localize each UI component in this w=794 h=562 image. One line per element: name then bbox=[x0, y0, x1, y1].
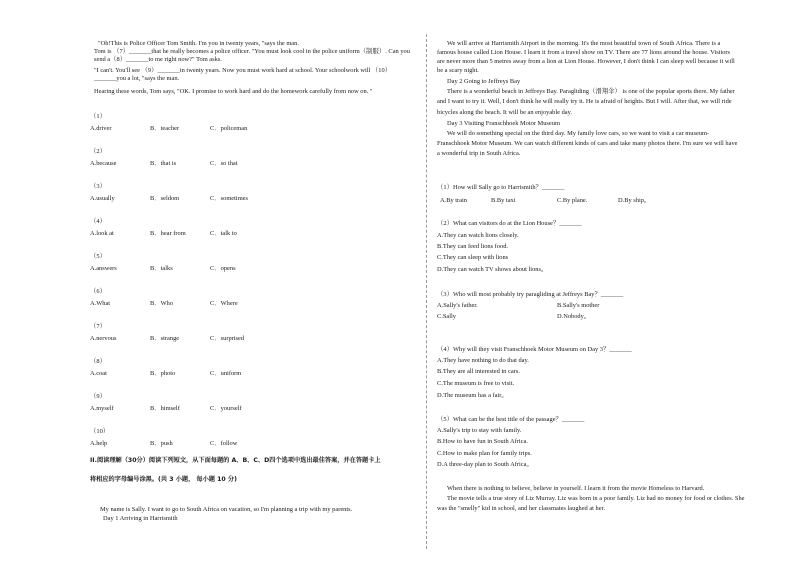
question-number: （5） bbox=[90, 253, 106, 260]
question-number: （3） bbox=[90, 183, 106, 190]
option-c[interactable]: C.How to make plan for family trips. bbox=[437, 450, 532, 457]
option-b[interactable]: B.By taxi bbox=[491, 197, 516, 204]
passage-line: a wonderful trip in South Africa. bbox=[437, 150, 521, 157]
option-a[interactable]: A.Sally's trip to stay with family. bbox=[437, 427, 522, 434]
option-a[interactable]: A.driver bbox=[90, 125, 112, 132]
question-stem: （5）What can be the best title of the passage？_______ bbox=[437, 416, 585, 423]
option-b[interactable]: B．teacher bbox=[150, 125, 180, 132]
day-heading: Day 1 Arriving in Harrismith bbox=[103, 515, 178, 522]
option-c[interactable]: C．follow bbox=[210, 440, 238, 447]
passage-line: famous house called Lion House. I learn it from a travel show on TV. There are 77 lions around the house. Visitors bbox=[437, 49, 731, 56]
option-a[interactable]: A.What bbox=[90, 300, 111, 307]
question-stem: （4）Why will they visit Franschhoek Motor Museum on Day 3？_______ bbox=[437, 346, 632, 353]
option-b[interactable]: B.They are all interested in cars. bbox=[437, 368, 520, 375]
option-b[interactable]: B．that is bbox=[150, 160, 177, 167]
passage-line: When there is nothing to believe, believe in yourself. I learn it from the movie Homeless to Harvard. bbox=[447, 485, 705, 492]
question-number: （2） bbox=[90, 148, 106, 155]
option-d[interactable]: D.By ship。 bbox=[618, 197, 651, 204]
option-c[interactable]: C.They can sleep with lions bbox=[437, 254, 509, 261]
section-heading: II.阅读理解（30分）阅读下列短文，从下面每题的 A、B、C、D四个选项中选出最佳答案，并在答题卡上 bbox=[90, 457, 381, 464]
section-heading: 将相应的字母编号涂黑。(共 3 小题， 每小题 10 分) bbox=[90, 476, 237, 483]
option-a[interactable]: A.myself bbox=[90, 405, 114, 412]
passage-line: are never more than 5 metres away from a lion at Lion House. However, I don't think I can sleep well because it will bbox=[437, 58, 735, 65]
passage-line: Hearing these words, Tom says, "OK. I promise to work hard and do the homework carefully from now on. " bbox=[94, 88, 373, 95]
option-c[interactable]: C．opens bbox=[210, 265, 236, 272]
option-d[interactable]: D.They can watch TV shows about lions。 bbox=[437, 266, 548, 273]
passage-line: Franschhoek Motor Museum. We can watch different kinds of cars and take many photos there. I'm sure we will have bbox=[437, 140, 738, 147]
option-a[interactable]: A.Sally's father. bbox=[437, 302, 478, 309]
question-number: （10） bbox=[90, 428, 110, 435]
option-c[interactable]: C．Where bbox=[210, 300, 238, 307]
option-b[interactable]: B．himself bbox=[150, 405, 180, 412]
option-a[interactable]: A.coat bbox=[90, 370, 107, 377]
option-a[interactable]: A.They have nothing to do that day. bbox=[437, 357, 529, 364]
option-b[interactable]: B.Sally's mother bbox=[557, 302, 600, 309]
option-c[interactable]: C．uniform bbox=[210, 370, 242, 377]
day-heading: Day 2 Going to Jeffreys Bay bbox=[447, 78, 521, 85]
option-a[interactable]: A.By train bbox=[440, 197, 467, 204]
option-a[interactable]: A.answers bbox=[90, 265, 117, 272]
question-number: （7） bbox=[90, 323, 106, 330]
question-number: （9） bbox=[90, 393, 106, 400]
option-c[interactable]: C．talk to bbox=[210, 230, 237, 237]
passage-line: There is a wonderful beach in Jeffreys Bay. Paragliding（滑翔伞） is one of the popular sports there. My father bbox=[447, 88, 735, 95]
passage-line: be a scary night. bbox=[437, 67, 479, 74]
passage-line: We will arrive at Harrismith Airport in the morning. It's the most beautiful town of South Africa. There is a bbox=[447, 40, 721, 47]
question-stem: （1）How will Sally go to Harrismith？_______ bbox=[437, 184, 565, 191]
option-b[interactable]: B.They can feed lions food. bbox=[437, 243, 508, 250]
option-a[interactable]: A.because bbox=[90, 160, 117, 167]
option-c[interactable]: C．policeman bbox=[210, 125, 248, 132]
option-b[interactable]: B．strange bbox=[150, 335, 180, 342]
option-b[interactable]: B．seldom bbox=[150, 195, 180, 202]
option-b[interactable]: B．photo bbox=[150, 370, 176, 377]
day-heading: Day 3 Visiting Franschhoek Motor Museum bbox=[447, 120, 560, 127]
passage-line: We will do something special on the third day. My family love cars, so we want to visit a car museum- bbox=[447, 130, 710, 137]
option-d[interactable]: D.The museum has a fair。 bbox=[437, 392, 508, 399]
option-b[interactable]: B．talks bbox=[150, 265, 173, 272]
column-divider bbox=[426, 34, 427, 549]
question-number: （8） bbox=[90, 358, 106, 365]
passage-line: "I can't. You'll see （9）_______in twenty years. Now you must work hard at school. Your schoolwork will （10）_______you a lot, "says the man. bbox=[94, 67, 392, 83]
passage-line: was the "smelly" kid in school, and her classmates laughed at her. bbox=[437, 505, 605, 512]
passage-line: Tom is （7）_______that he really becomes a police officer. "You must look cool in the police uniform（制服）. Can you send a（8）_______to me right now?" Tom asks. bbox=[94, 48, 410, 64]
question-number: （4） bbox=[90, 218, 106, 225]
option-a[interactable]: A.usually bbox=[90, 195, 115, 202]
option-c[interactable]: C．sometimes bbox=[210, 195, 248, 202]
option-a[interactable]: A.look at bbox=[90, 230, 114, 237]
option-a[interactable]: A.They can watch lions closely. bbox=[437, 232, 519, 239]
option-a[interactable]: A.nervous bbox=[90, 335, 117, 342]
question-number: （1） bbox=[90, 113, 106, 120]
option-b[interactable]: B.How to have fun in South Africa. bbox=[437, 438, 528, 445]
option-b[interactable]: B．push bbox=[150, 440, 173, 447]
question-number: （6） bbox=[90, 288, 106, 295]
option-c[interactable]: C.The museum is free to visit. bbox=[437, 380, 515, 387]
passage-line: "Oh!This is Police Officer Tom Smith. I'm you in twenty years, "says the man. bbox=[98, 40, 299, 47]
option-c[interactable]: C.Sally bbox=[437, 313, 456, 320]
option-d[interactable]: D.A three-day plan to South Africa。 bbox=[437, 461, 533, 468]
option-c[interactable]: C．surprised bbox=[210, 335, 245, 342]
option-b[interactable]: B．Who bbox=[150, 300, 174, 307]
passage-line: and I want to try it. Well, I don't think he will really try it. He is afraid of heights. But I will. After that, we will ride bbox=[437, 98, 732, 105]
passage-line: The movie tells a true story of Liz Murray. Liz was born in a poor family. Liz had no money for food or clothes. She bbox=[447, 495, 745, 502]
passage-line: bicycles along the beach. It will be an enjoyable day. bbox=[437, 109, 572, 116]
option-d[interactable]: D.Nobody。 bbox=[557, 313, 591, 320]
option-c[interactable]: C.By plane. bbox=[557, 197, 588, 204]
question-stem: （3）Who will most probably try paragliding at Jeffreys Bay？_______ bbox=[437, 291, 624, 298]
option-c[interactable]: C．yourself bbox=[210, 405, 242, 412]
option-c[interactable]: C．so that bbox=[210, 160, 238, 167]
option-b[interactable]: B．hear from bbox=[150, 230, 186, 237]
option-a[interactable]: A.help bbox=[90, 440, 108, 447]
question-stem: （2）What can visitors do at the Lion House？_______ bbox=[437, 220, 582, 227]
passage-line: My name is Sally. I want to go to South Africa on vacation, so I'm planning a trip with my parents. bbox=[100, 506, 353, 513]
